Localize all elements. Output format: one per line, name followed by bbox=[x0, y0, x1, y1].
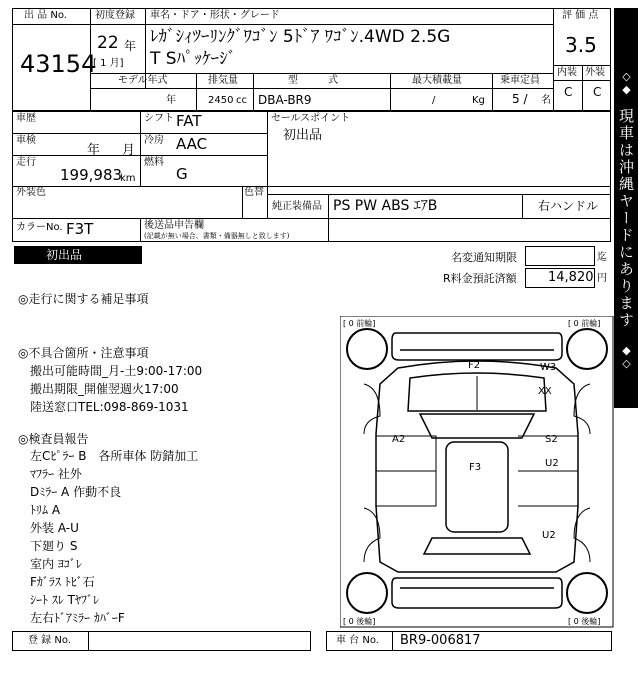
type-label: 型 式 bbox=[288, 75, 338, 86]
divider bbox=[522, 194, 523, 218]
defect-line: 搬出期限_開催翌週火17:00 bbox=[30, 382, 179, 396]
interior-label: 内装 bbox=[557, 67, 577, 78]
recycle-unit: 円 bbox=[597, 273, 607, 284]
mileage-unit: km bbox=[120, 173, 136, 184]
rear-bumper bbox=[392, 578, 562, 608]
banner-diamonds-top: ◇◆ bbox=[620, 70, 633, 96]
defect-line: 搬出可能時間_月-土9:00-17:00 bbox=[30, 364, 203, 378]
inspector-line: 室内 ﾖｺﾞﾚ bbox=[30, 557, 82, 571]
divider bbox=[242, 186, 243, 218]
damage-mark: A2 bbox=[392, 434, 406, 445]
sales-point-value: 初出品 bbox=[283, 128, 323, 143]
steering-value: 右ハンドル bbox=[538, 199, 599, 213]
lot-label: 出 品 No. bbox=[24, 10, 67, 21]
driving-heading: ◎走行に関する補足事項 bbox=[18, 292, 149, 306]
inspector-line: 外装 A-U bbox=[30, 521, 79, 535]
inspector-heading: ◎検査員報告 bbox=[18, 432, 89, 446]
aircon-value: AAC bbox=[176, 135, 208, 153]
banner-diamonds-bottom: ◆◇ bbox=[620, 344, 633, 370]
model-year-unit: 年 bbox=[166, 95, 176, 106]
equipment-label: 純正装備品 bbox=[272, 201, 322, 212]
divider bbox=[90, 24, 553, 25]
first-reg-label: 初度登録 bbox=[95, 10, 135, 21]
shift-label: シフト bbox=[144, 113, 174, 124]
defects-heading: ◎不具合箇所・注意事項 bbox=[18, 346, 149, 360]
divider bbox=[12, 186, 611, 187]
exterior-label: 外装 bbox=[585, 67, 605, 78]
divider bbox=[392, 631, 393, 651]
divider bbox=[267, 110, 268, 218]
type-value: DBA-BR9 bbox=[258, 93, 312, 107]
first-listing-badge: 初出品 bbox=[14, 246, 142, 264]
wheel-front-left bbox=[347, 329, 387, 369]
damage-mark: F3 bbox=[469, 462, 482, 473]
divider bbox=[12, 24, 90, 25]
exterior-grade: C bbox=[593, 85, 602, 99]
interior-grade: C bbox=[564, 85, 573, 99]
right-side-panels bbox=[518, 436, 578, 506]
wheel-rear-left bbox=[347, 573, 387, 613]
score-value: 3.5 bbox=[565, 33, 597, 57]
color-no-label: カラーNo. bbox=[16, 222, 63, 233]
damage-mark: U2 bbox=[542, 530, 556, 541]
model-year-label: モデル年式 bbox=[118, 75, 168, 86]
inspector-line: 左右ﾄﾞｱﾐﾗｰ ｶﾊﾞｰF bbox=[30, 611, 125, 625]
corner-label-rear-right: [ 0 後輪] bbox=[568, 617, 601, 626]
divider bbox=[140, 110, 141, 186]
corner-label-front-right: [ 0 前輪] bbox=[568, 319, 601, 328]
first-reg-year-unit: 年 bbox=[124, 39, 137, 53]
divider bbox=[12, 133, 267, 134]
divider bbox=[553, 80, 611, 81]
recycle-label: R料金預託済額 bbox=[443, 272, 517, 285]
max-load-label: 最大積載量 bbox=[412, 75, 462, 86]
divider bbox=[140, 218, 141, 242]
rear-window bbox=[424, 538, 530, 554]
divider bbox=[196, 73, 197, 112]
sales-point-label: セールスポイント bbox=[271, 113, 351, 124]
wheel-rear-right bbox=[567, 573, 607, 613]
banner-text: 現車は沖縄ヤードにあります bbox=[617, 108, 635, 329]
capacity-label: 乗車定員 bbox=[500, 75, 540, 86]
inspector-line: Fｶﾞﾗｽ ﾄﾋﾞ石 bbox=[30, 575, 95, 589]
mileage-value: 199,983 bbox=[60, 166, 123, 184]
car-name-line2: T Sﾊﾟｯｹｰｼﾞ bbox=[150, 49, 237, 69]
divider bbox=[390, 73, 391, 112]
displacement-label: 排気量 bbox=[208, 75, 238, 86]
corner-label-rear-left: [ 0 後輪] bbox=[343, 617, 376, 626]
divider bbox=[582, 65, 583, 112]
side-banner bbox=[614, 8, 638, 408]
wheel-front-right bbox=[567, 329, 607, 369]
fuel-label: 燃料 bbox=[144, 157, 164, 168]
shaken-month-unit: 月 bbox=[122, 143, 136, 158]
max-load-unit: Kg bbox=[472, 95, 485, 106]
inspector-line: Dﾐﾗｰ A 作動不良 bbox=[30, 485, 122, 499]
capacity-unit: 名 bbox=[541, 95, 551, 106]
corner-label-front-left: [ 0 前輪] bbox=[343, 319, 376, 328]
fuel-value: G bbox=[176, 165, 188, 183]
displacement-unit: cc bbox=[236, 95, 247, 106]
divider bbox=[88, 631, 89, 651]
first-reg-year: 22 bbox=[97, 33, 119, 53]
roof bbox=[446, 442, 508, 532]
shaken-year-unit: 年 bbox=[87, 143, 101, 158]
deadline-box bbox=[525, 246, 595, 266]
aftermarket-note: (記載が無い場合、書類・備器無しと致します) bbox=[144, 232, 290, 240]
deadline-unit: 迄 bbox=[597, 252, 607, 263]
color-no-value: F3T bbox=[66, 220, 94, 238]
capacity-value: 5 / bbox=[512, 92, 528, 106]
divider bbox=[12, 218, 611, 219]
shaken-label: 車検 bbox=[16, 135, 36, 146]
aircon-label: 冷房 bbox=[144, 135, 164, 146]
divider bbox=[253, 73, 254, 112]
inspector-line: 左Cﾋﾟﾗｰ B 各所車体 防錆加工 bbox=[30, 449, 199, 463]
divider bbox=[267, 194, 611, 195]
damage-mark: XX bbox=[538, 386, 552, 397]
divider bbox=[553, 8, 554, 112]
inspector-line: 下廻り S bbox=[30, 539, 78, 553]
shift-value: FAT bbox=[176, 112, 202, 130]
windshield bbox=[420, 414, 534, 438]
left-side-panels bbox=[376, 436, 436, 506]
damage-mark: F2 bbox=[468, 360, 481, 371]
reg-no-label: 登 録 No. bbox=[28, 635, 71, 646]
repaint-label: 色替 bbox=[244, 187, 264, 198]
first-reg-month: [ 1 月] bbox=[93, 58, 124, 69]
chassis-label: 車 台 No. bbox=[336, 635, 379, 646]
divider bbox=[90, 88, 553, 89]
car-name-label: 車名・ドア・形状・グレード bbox=[150, 10, 280, 21]
lot-number: 43154 bbox=[20, 50, 97, 78]
divider bbox=[492, 73, 493, 112]
damage-mark: U2 bbox=[545, 458, 559, 469]
mileage-label: 走行 bbox=[16, 157, 36, 168]
divider bbox=[90, 73, 553, 74]
equipment-value: PS PW ABS ｴｱB bbox=[333, 198, 438, 214]
aftermarket-label: 後送品申告欄 bbox=[144, 220, 204, 231]
divider bbox=[12, 155, 267, 156]
deadline-label: 名変通知期限 bbox=[451, 251, 517, 264]
divider bbox=[328, 194, 329, 242]
displacement-value: 2450 bbox=[208, 95, 234, 106]
chassis-value: BR9-006817 bbox=[400, 633, 481, 648]
recycle-value: 14,820 bbox=[548, 270, 594, 285]
exterior-color-label: 外装色 bbox=[16, 187, 46, 198]
defect-line: 陸送窓口TEL:098-869-1031 bbox=[30, 400, 189, 414]
inspector-line: ﾄﾘﾑ A bbox=[30, 503, 61, 517]
max-load-sep: / bbox=[432, 95, 436, 106]
car-name-line1: ﾚｶﾞｼｨﾂｰﾘﾝｸﾞﾜｺﾞﾝ 5ﾄﾞｱ ﾜｺﾞﾝ.4WD 2.5G bbox=[150, 27, 451, 47]
damage-mark: S2 bbox=[545, 434, 558, 445]
score-label: 評 価 点 bbox=[562, 10, 599, 21]
car-damage-diagram bbox=[340, 316, 614, 628]
front-bumper bbox=[392, 333, 562, 360]
inspector-line: ｼｰﾄ ｽﾚ Tﾔﾌﾞﾚ bbox=[30, 593, 99, 607]
inspector-line: ﾏﾌﾗｰ 社外 bbox=[30, 467, 82, 481]
damage-mark: W3 bbox=[540, 362, 557, 373]
history-label: 車歴 bbox=[16, 113, 36, 124]
